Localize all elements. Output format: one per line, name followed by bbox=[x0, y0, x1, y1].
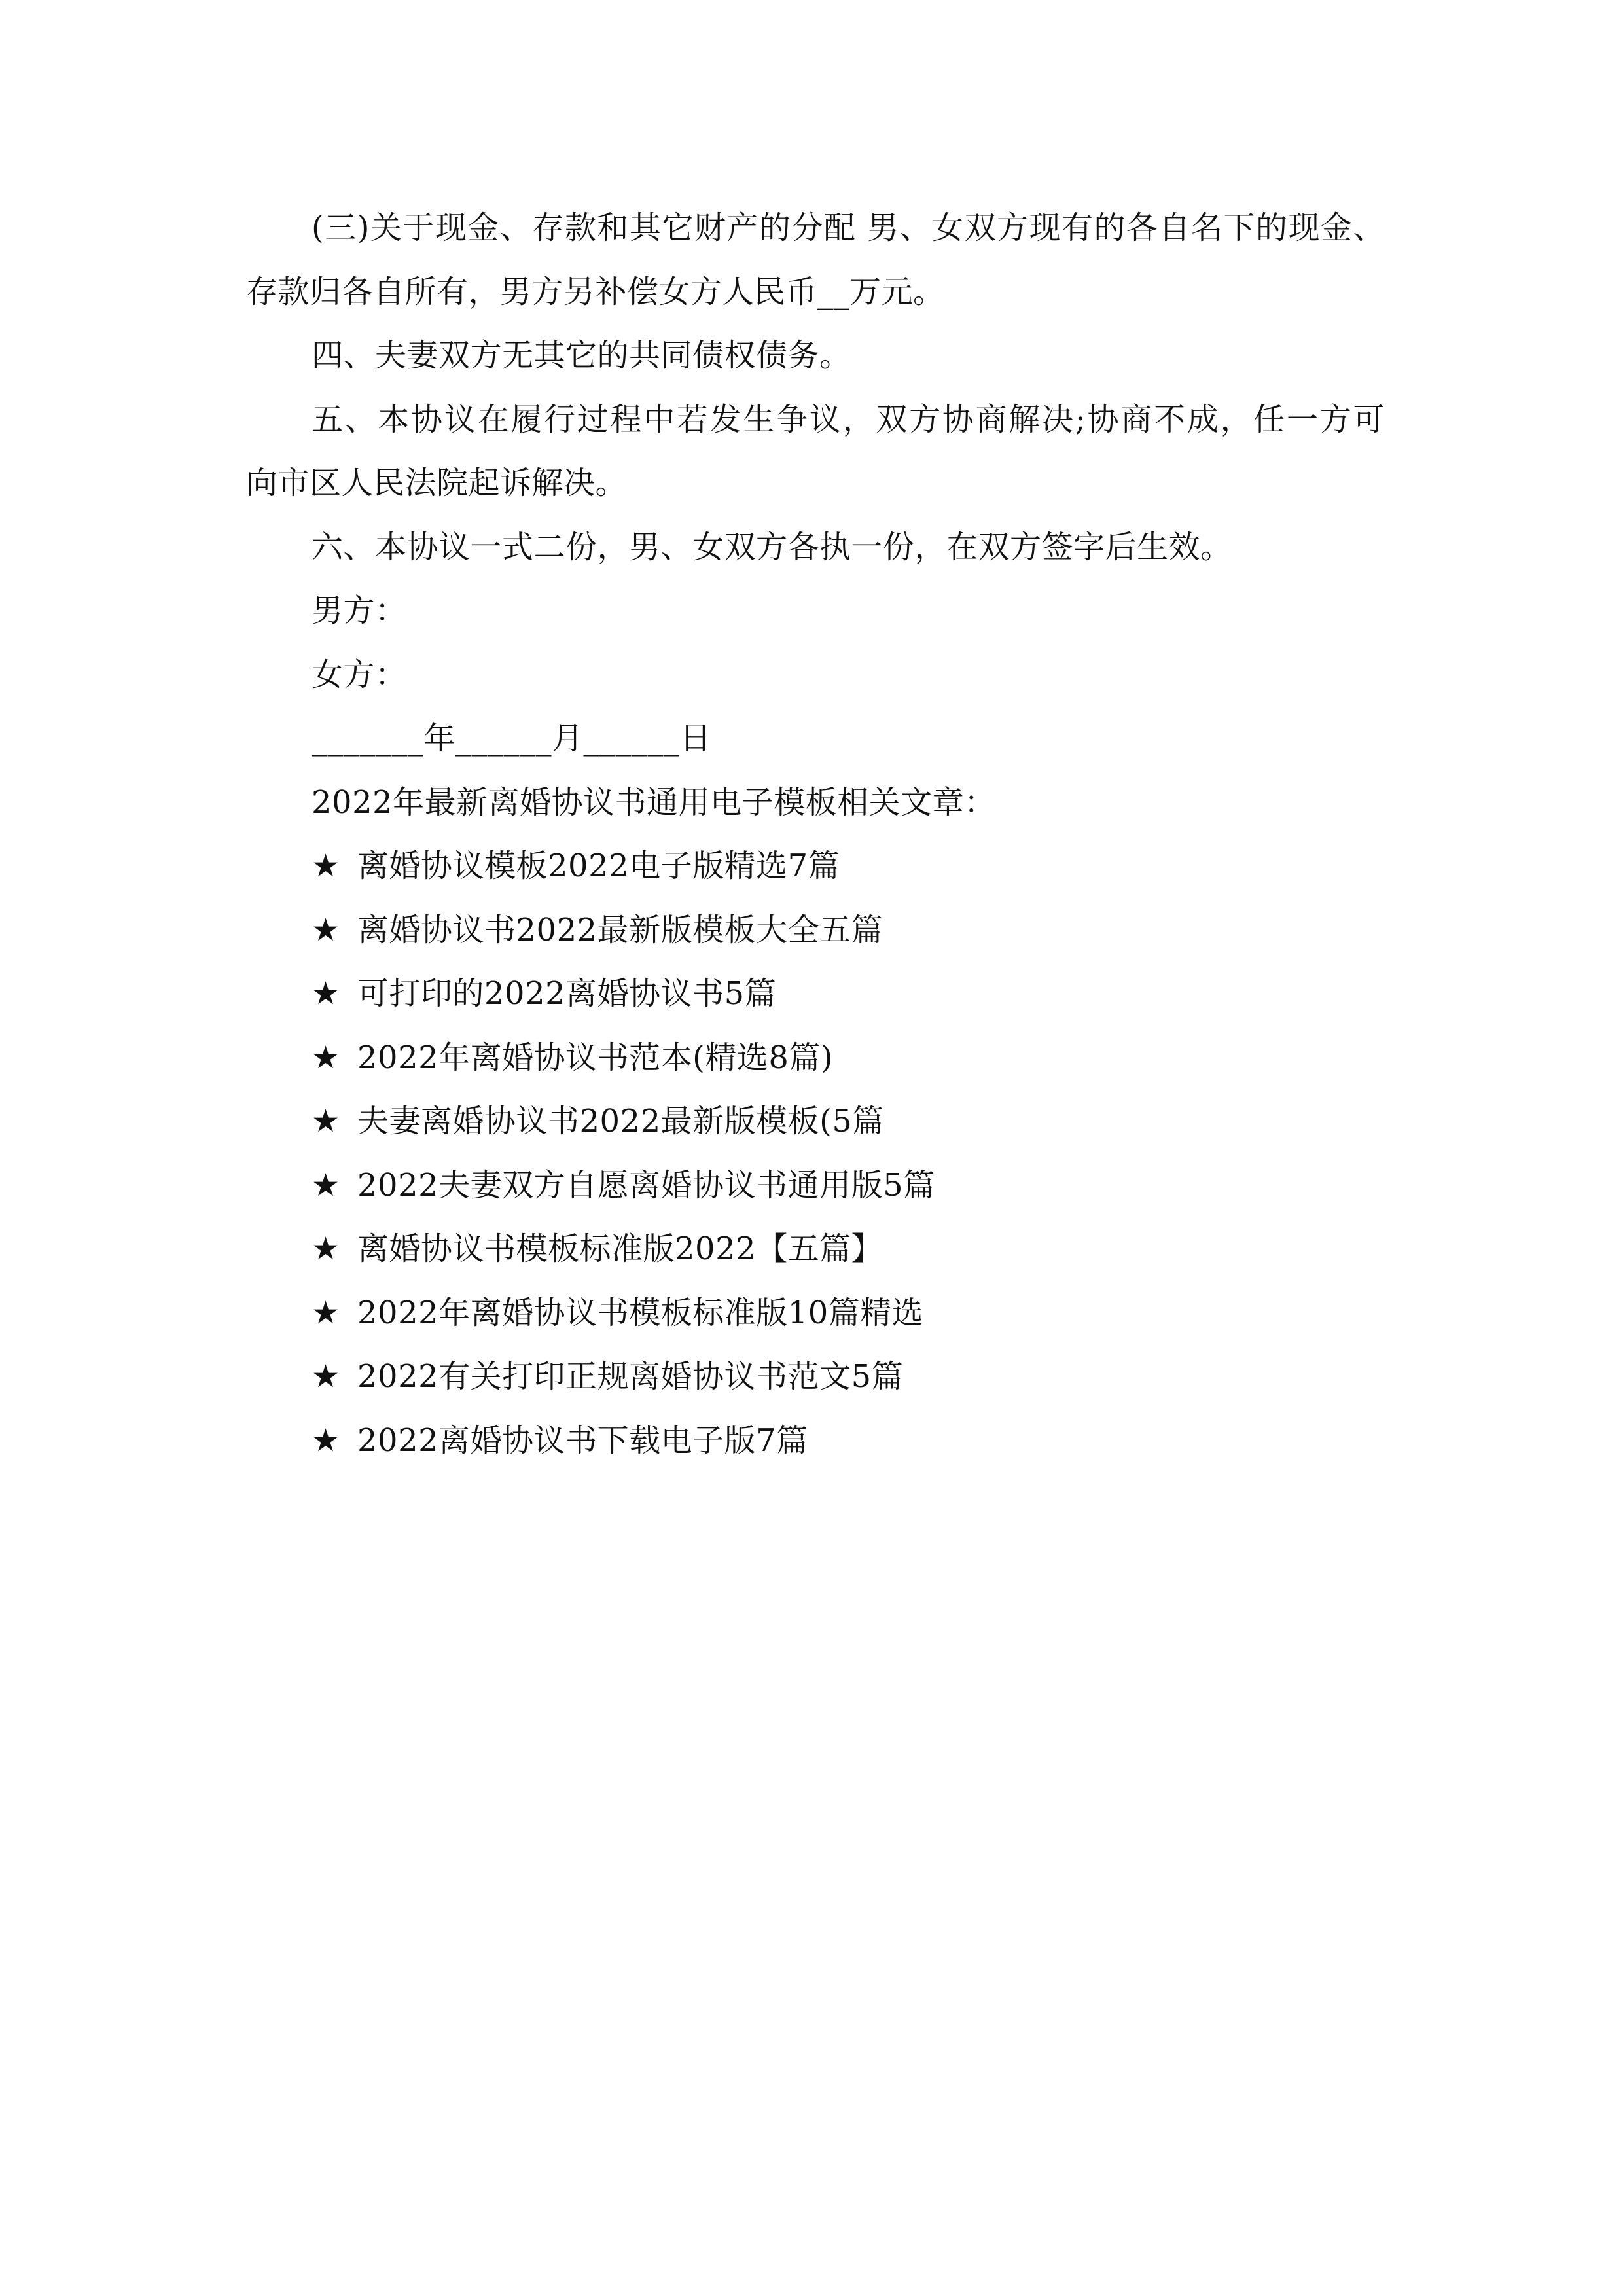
related-article-link[interactable] bbox=[246, 1217, 1385, 1282]
related-article-title: 2022年离婚协议书范本(精选8篇) bbox=[357, 1039, 834, 1076]
star-icon: ★ bbox=[312, 1039, 340, 1076]
related-article-title: 夫妻离婚协议书2022最新版模板(5篇 bbox=[357, 1103, 884, 1139]
related-article-title: 可打印的2022离婚协议书5篇 bbox=[357, 975, 777, 1012]
related-article-title: 2022有关打印正规离婚协议书范文5篇 bbox=[357, 1358, 904, 1395]
star-icon: ★ bbox=[312, 1358, 340, 1395]
paragraph-dispute-resolution-line-2: 向市区人民法院起诉解决。 bbox=[246, 465, 628, 501]
related-article-title: 2022离婚协议书下载电子版7篇 bbox=[357, 1422, 808, 1459]
related-article-link[interactable] bbox=[246, 1154, 1385, 1218]
related-article-link[interactable] bbox=[246, 1282, 1385, 1346]
star-icon: ★ bbox=[312, 1294, 340, 1331]
female-party-label: 女方： bbox=[312, 656, 407, 693]
star-icon: ★ bbox=[312, 1230, 340, 1267]
document-body bbox=[246, 196, 1385, 1473]
related-article-link[interactable] bbox=[246, 962, 1385, 1026]
star-icon: ★ bbox=[312, 975, 340, 1012]
related-articles-heading: 2022年最新离婚协议书通用电子模板相关文章： bbox=[312, 783, 996, 821]
star-icon: ★ bbox=[312, 1166, 340, 1204]
related-article-link[interactable] bbox=[246, 899, 1385, 963]
related-article-link[interactable] bbox=[246, 1409, 1385, 1473]
related-article-title: 2022年离婚协议书模板标准版10篇精选 bbox=[357, 1294, 924, 1331]
related-article-link[interactable] bbox=[246, 834, 1385, 899]
star-icon: ★ bbox=[312, 911, 340, 948]
date-line: _______年______月______日 bbox=[312, 720, 712, 757]
star-icon: ★ bbox=[312, 1422, 340, 1459]
related-article-link[interactable] bbox=[246, 1345, 1385, 1409]
related-article-title: 2022夫妻双方自愿离婚协议书通用版5篇 bbox=[357, 1166, 935, 1204]
related-article-title: 离婚协议模板2022电子版精选7篇 bbox=[357, 848, 840, 884]
star-icon: ★ bbox=[312, 1103, 340, 1139]
paragraph-cash-deposits-line-2: 存款归各自所有，男方另补偿女方人民币__万元。 bbox=[246, 273, 945, 310]
paragraph-cash-deposits-line-1: (三)关于现金、存款和其它财产的分配 男、女双方现有的各自名下的现金、 bbox=[312, 209, 1385, 246]
male-party-label: 男方： bbox=[312, 592, 407, 629]
related-articles-list bbox=[246, 834, 1385, 1473]
paragraph-no-shared-debts: 四、夫妻双方无其它的共同债权债务。 bbox=[312, 337, 851, 374]
related-article-link[interactable] bbox=[246, 1026, 1385, 1090]
related-article-title: 离婚协议书2022最新版模板大全五篇 bbox=[357, 911, 883, 948]
related-article-title: 离婚协议书模板标准版2022【五篇】 bbox=[357, 1230, 883, 1267]
paragraph-dispute-resolution-line-1: 五、本协议在履行过程中若发生争议，双方协商解决;协商不成，任一方可 bbox=[312, 401, 1385, 438]
paragraph-copies-effective: 六、本协议一式二份，男、女双方各执一份，在双方签字后生效。 bbox=[312, 528, 1232, 565]
related-article-link[interactable] bbox=[246, 1090, 1385, 1154]
star-icon: ★ bbox=[312, 848, 340, 884]
